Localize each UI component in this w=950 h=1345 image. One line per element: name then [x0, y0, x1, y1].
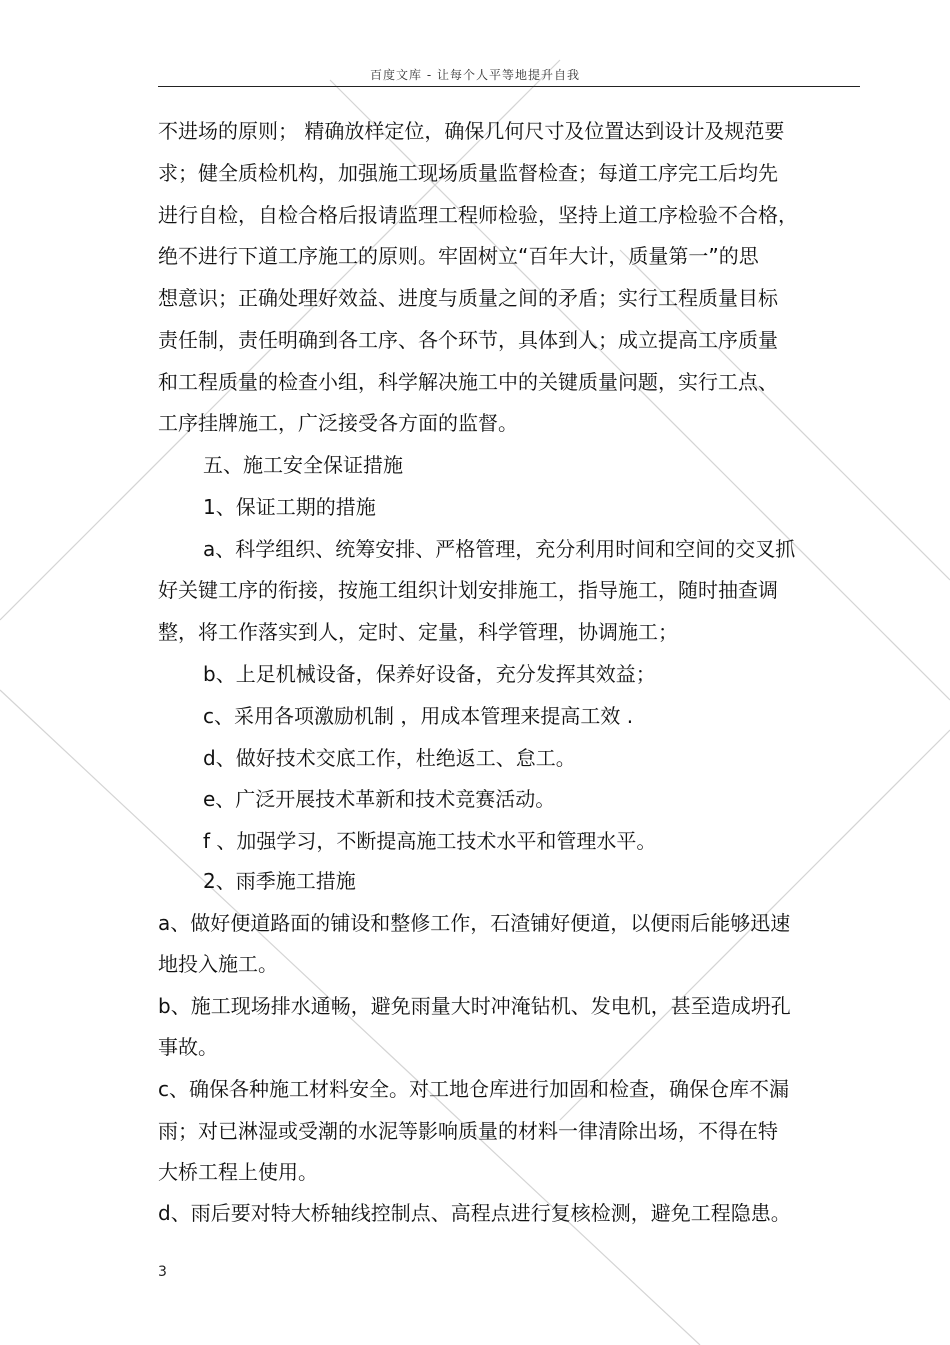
body-line: 大桥工程上使用。: [158, 1160, 318, 1184]
body-line: a、科学组织、统筹安排、严格管理，充分利用时间和空间的交叉抓: [203, 537, 796, 561]
body-line: b、施工现场排水通畅，避免雨量大时冲淹钻机、发电机，甚至造成坍孔: [158, 994, 791, 1018]
body-line: 雨；对已淋湿或受潮的水泥等影响质量的材料一律清除出场，不得在特: [158, 1119, 778, 1143]
body-line: e、广泛开展技术革新和技术竞赛活动。: [203, 787, 556, 811]
body-line: f 、加强学习，不断提高施工技术水平和管理水平。: [203, 829, 657, 853]
body-line: 工序挂牌施工，广泛接受各方面的监督。: [158, 411, 518, 435]
body-line: 事故。: [158, 1035, 218, 1059]
page-number: 3: [158, 1264, 167, 1280]
body-line: c、确保各种施工材料安全。对工地仓库进行加固和检查，确保仓库不漏: [158, 1077, 789, 1101]
body-line: 绝不进行下道工序施工的原则。牢固树立“百年大计，质量第一”的思: [158, 244, 759, 268]
header-divider: [158, 86, 860, 87]
body-line: 整，将工作落实到人，定时、定量，科学管理，协调施工；: [158, 620, 678, 644]
body-line: 想意识；正确处理好效益、进度与质量之间的矛盾；实行工程质量目标: [158, 286, 778, 310]
body-line: d、雨后要对特大桥轴线控制点、高程点进行复核检测，避免工程隐患。: [158, 1201, 791, 1225]
subsection-heading: 1、保证工期的措施: [203, 495, 376, 519]
body-line: 和工程质量的检查小组，科学解决施工中的关键质量问题，实行工点、: [158, 370, 778, 394]
section-heading: 五、施工安全保证措施: [203, 453, 403, 477]
body-line: 责任制，责任明确到各工序、各个环节，具体到人；成立提高工序质量: [158, 328, 778, 352]
body-line: b、上足机械设备，保养好设备，充分发挥其效益；: [203, 662, 656, 686]
subsection-heading: 2、雨季施工措施: [203, 869, 356, 893]
body-line: 求；健全质检机构，加强施工现场质量监督检查；每道工序完工后均先: [158, 161, 778, 185]
body-line: 进行自检，自检合格后报请监理工程师检验，坚持上道工序检验不合格，: [158, 203, 798, 227]
body-line: 好关键工序的衔接，按施工组织计划安排施工，指导施工，随时抽查调: [158, 578, 778, 602]
body-line: 地投入施工。: [158, 952, 278, 976]
body-line: d、做好技术交底工作，杜绝返工、怠工。: [203, 746, 576, 770]
body-line: a、做好便道路面的铺设和整修工作，石渣铺好便道，以便雨后能够迅速: [158, 911, 791, 935]
body-line: c、采用各项激励机制 ，用成本管理来提高工效 .: [203, 704, 634, 728]
header-title: 百度文库 - 让每个人平等地提升自我: [370, 68, 580, 82]
body-line: 不进场的原则； 精确放样定位，确保几何尺寸及位置达到设计及规范要: [158, 119, 785, 143]
